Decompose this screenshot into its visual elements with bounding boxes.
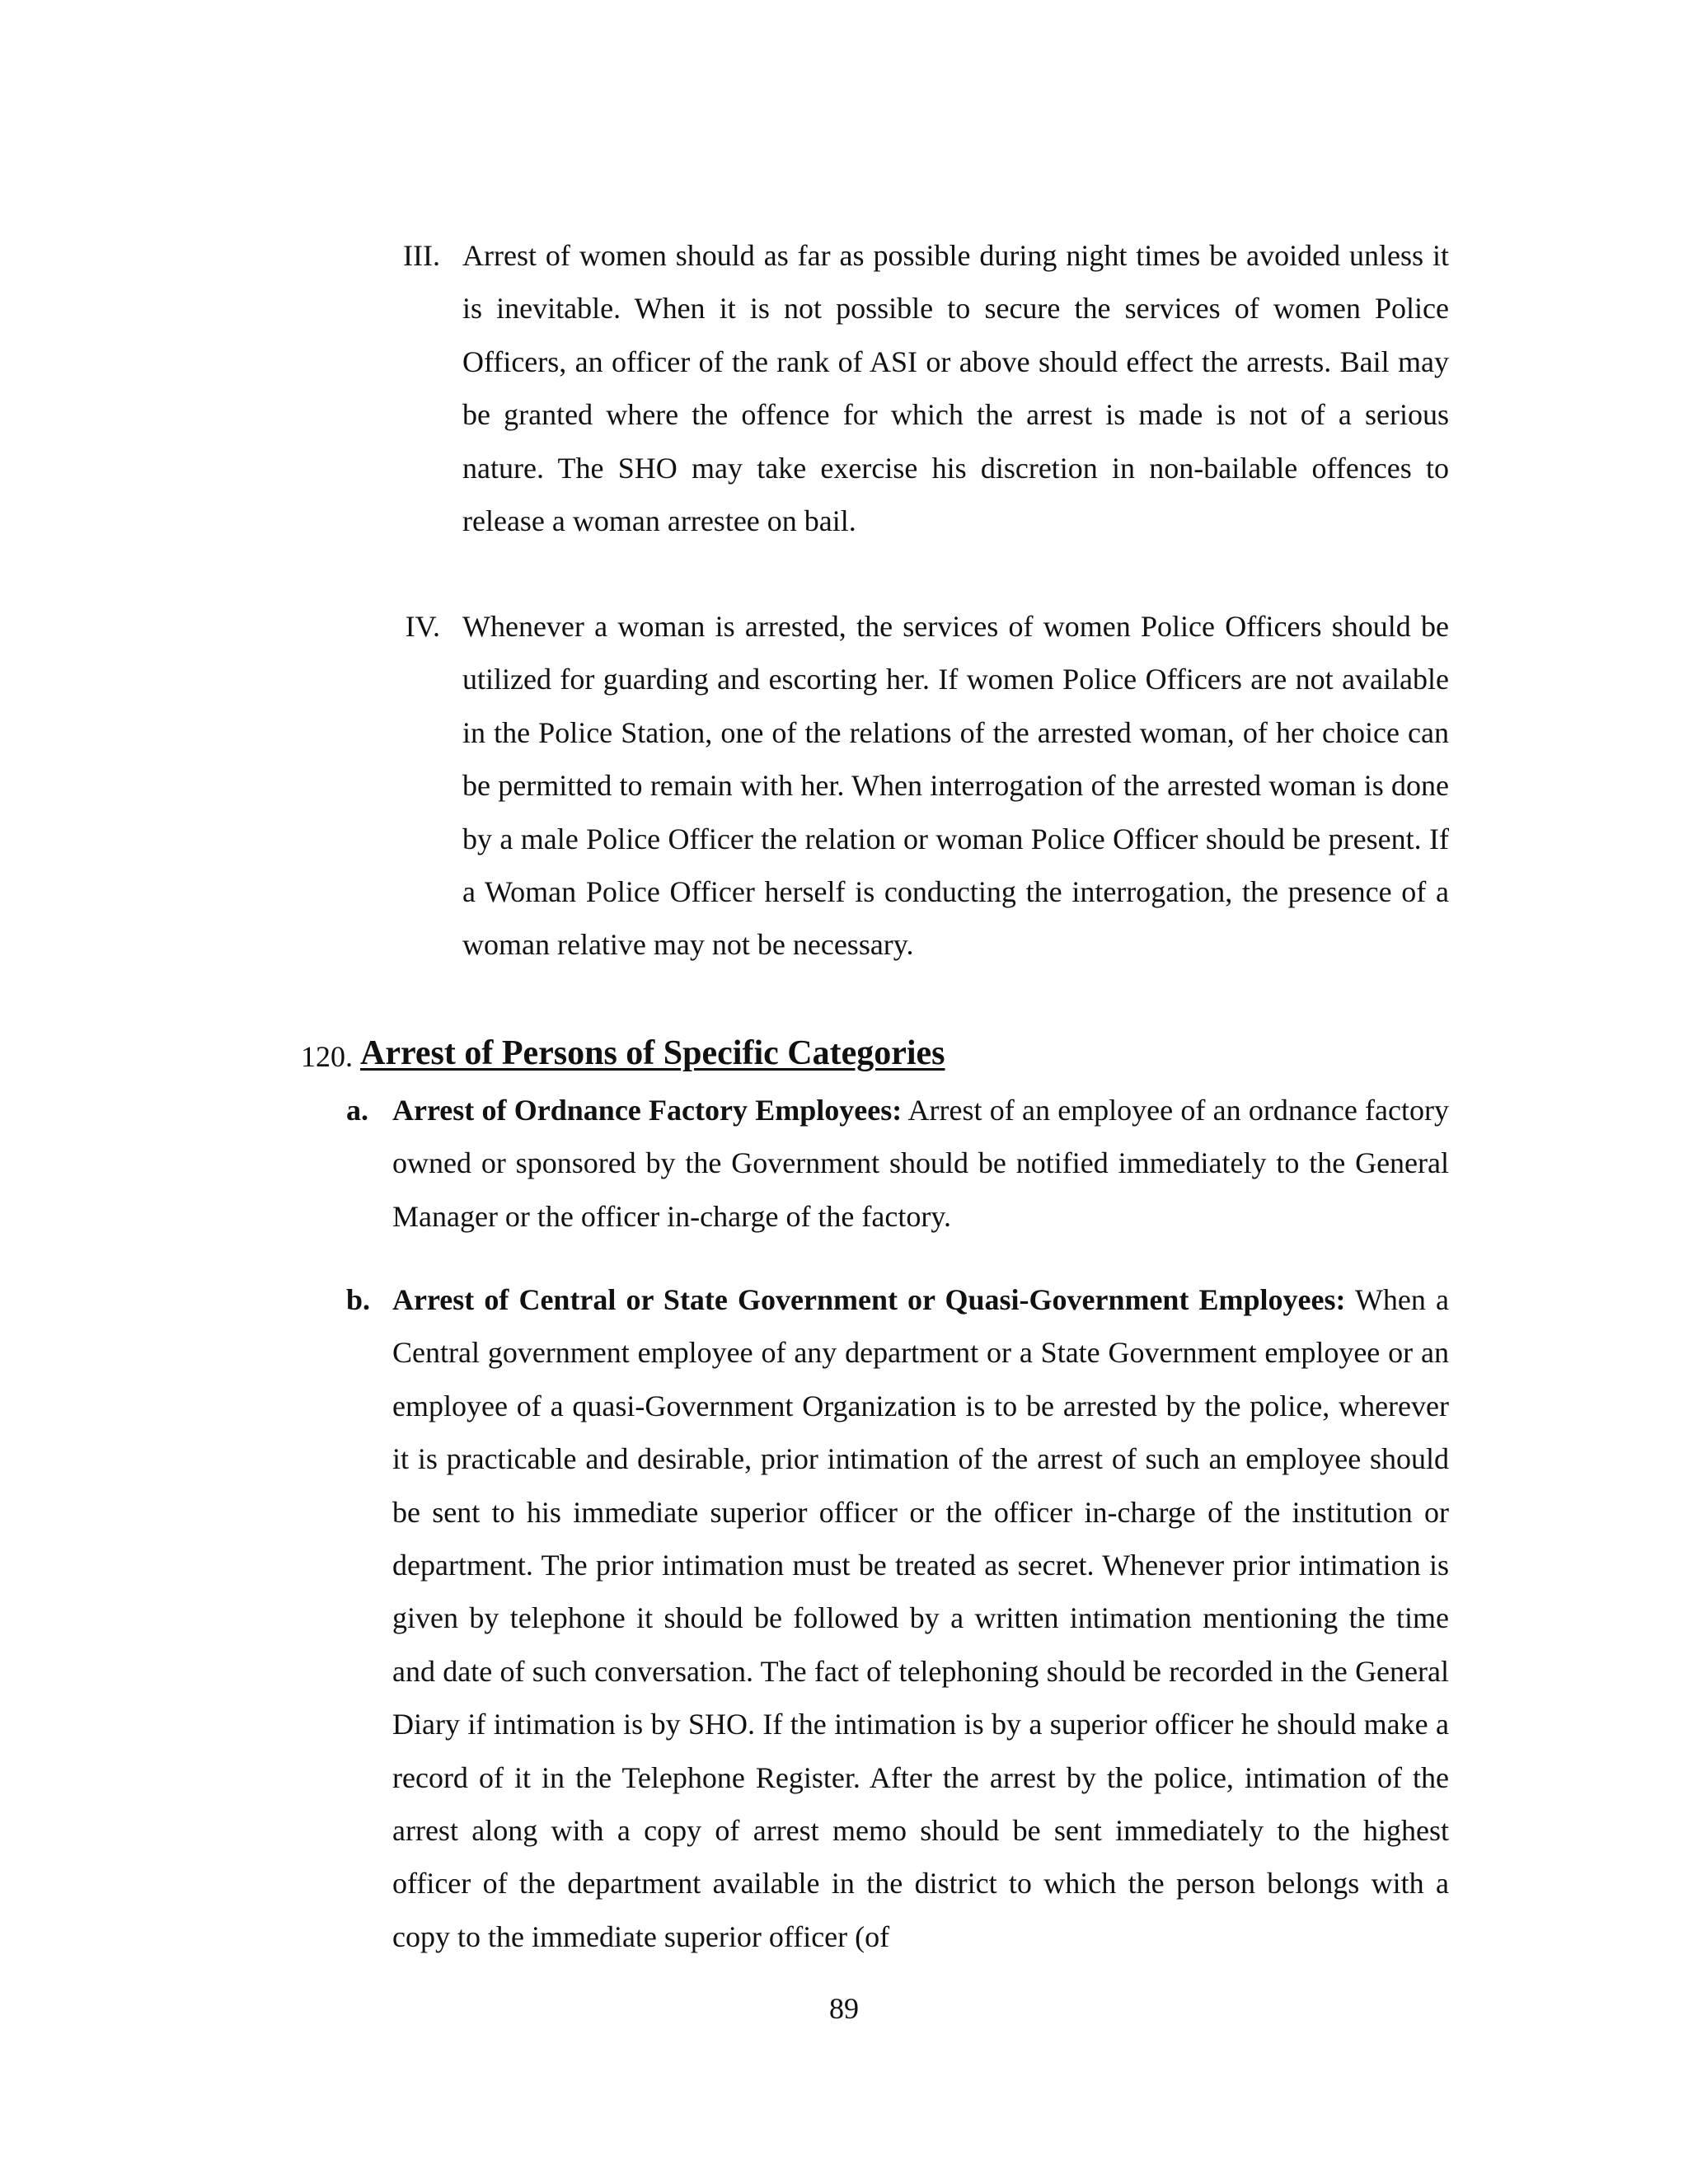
paragraph-a-title: Arrest of Ordnance Factory Employees: (392, 1094, 903, 1127)
list-marker-a: a. (346, 1094, 368, 1127)
section-number: 120. (301, 1040, 353, 1073)
paragraph-a-body: Arrest of an employee of an ordnance factory owned or sponsored by the Government should be notified immediately to the General Manager or the officer in-charge of the factory. (392, 1094, 1449, 1233)
list-marker-iii: III. (403, 239, 440, 272)
paragraph-iii: Arrest of women should as far as possible during night times be avoided unless it is inevitable. When it is not possible to secure the services of women Police Officers, an officer of the rank of ASI or above should effect the arrests. Bail may be granted where the offence for which the arrest is made is not of a serious nature. The SHO may take exercise his discretion in non-bailable offences to release a woman arrestee on bail. (462, 239, 1449, 538)
section-title: Arrest of Persons of Specific Categories (360, 1034, 945, 1072)
list-marker-b: b. (346, 1283, 371, 1316)
paragraph-b-title: Arrest of Central or State Government or Quasi-Government Employees: (392, 1283, 1346, 1316)
list-marker-iv: IV. (405, 610, 440, 643)
paragraph-a (392, 1084, 1449, 1243)
paragraph-b (392, 1273, 1449, 1963)
paragraph-iv: Whenever a woman is arrested, the services of women Police Officers should be utilized for guarding and escorting her. If women Police Officers are not available in the Police Station, one of the relations of the arrested woman, of her choice can be permitted to remain with her. When interrogation of the arrested woman is done by a male Police Officer the relation or woman Police Officer should be present. If a Woman Police Officer herself is conducting the interrogation, the presence of a woman relative may not be necessary. (462, 610, 1449, 962)
paragraph-b-body: When a Central government employee of any department or a State Government employee or an employee of a quasi-Government Organization is to be arrested by the police, wherever it is practicable and desirable, prior intimation of the arrest of such an employee should be sent to his immediate superior officer or the officer in-charge of the institution or department. The prior intimation must be treated as secret. Whenever prior intimation is given by telephone it should be followed by a written intimation mentioning the time and date of such conversation. The fact of telephoning should be recorded in the General Diary if intimation is by SHO. If the intimation is by a superior officer he should make a record of it in the Telephone Register. After the arrest by the police, intimation of the arrest along with a copy of arrest memo should be sent immediately to the highest officer of the department available in the district to which the person belongs with a copy to the immediate superior officer (of (392, 1283, 1449, 1953)
page-number: 89 (829, 1992, 859, 2025)
